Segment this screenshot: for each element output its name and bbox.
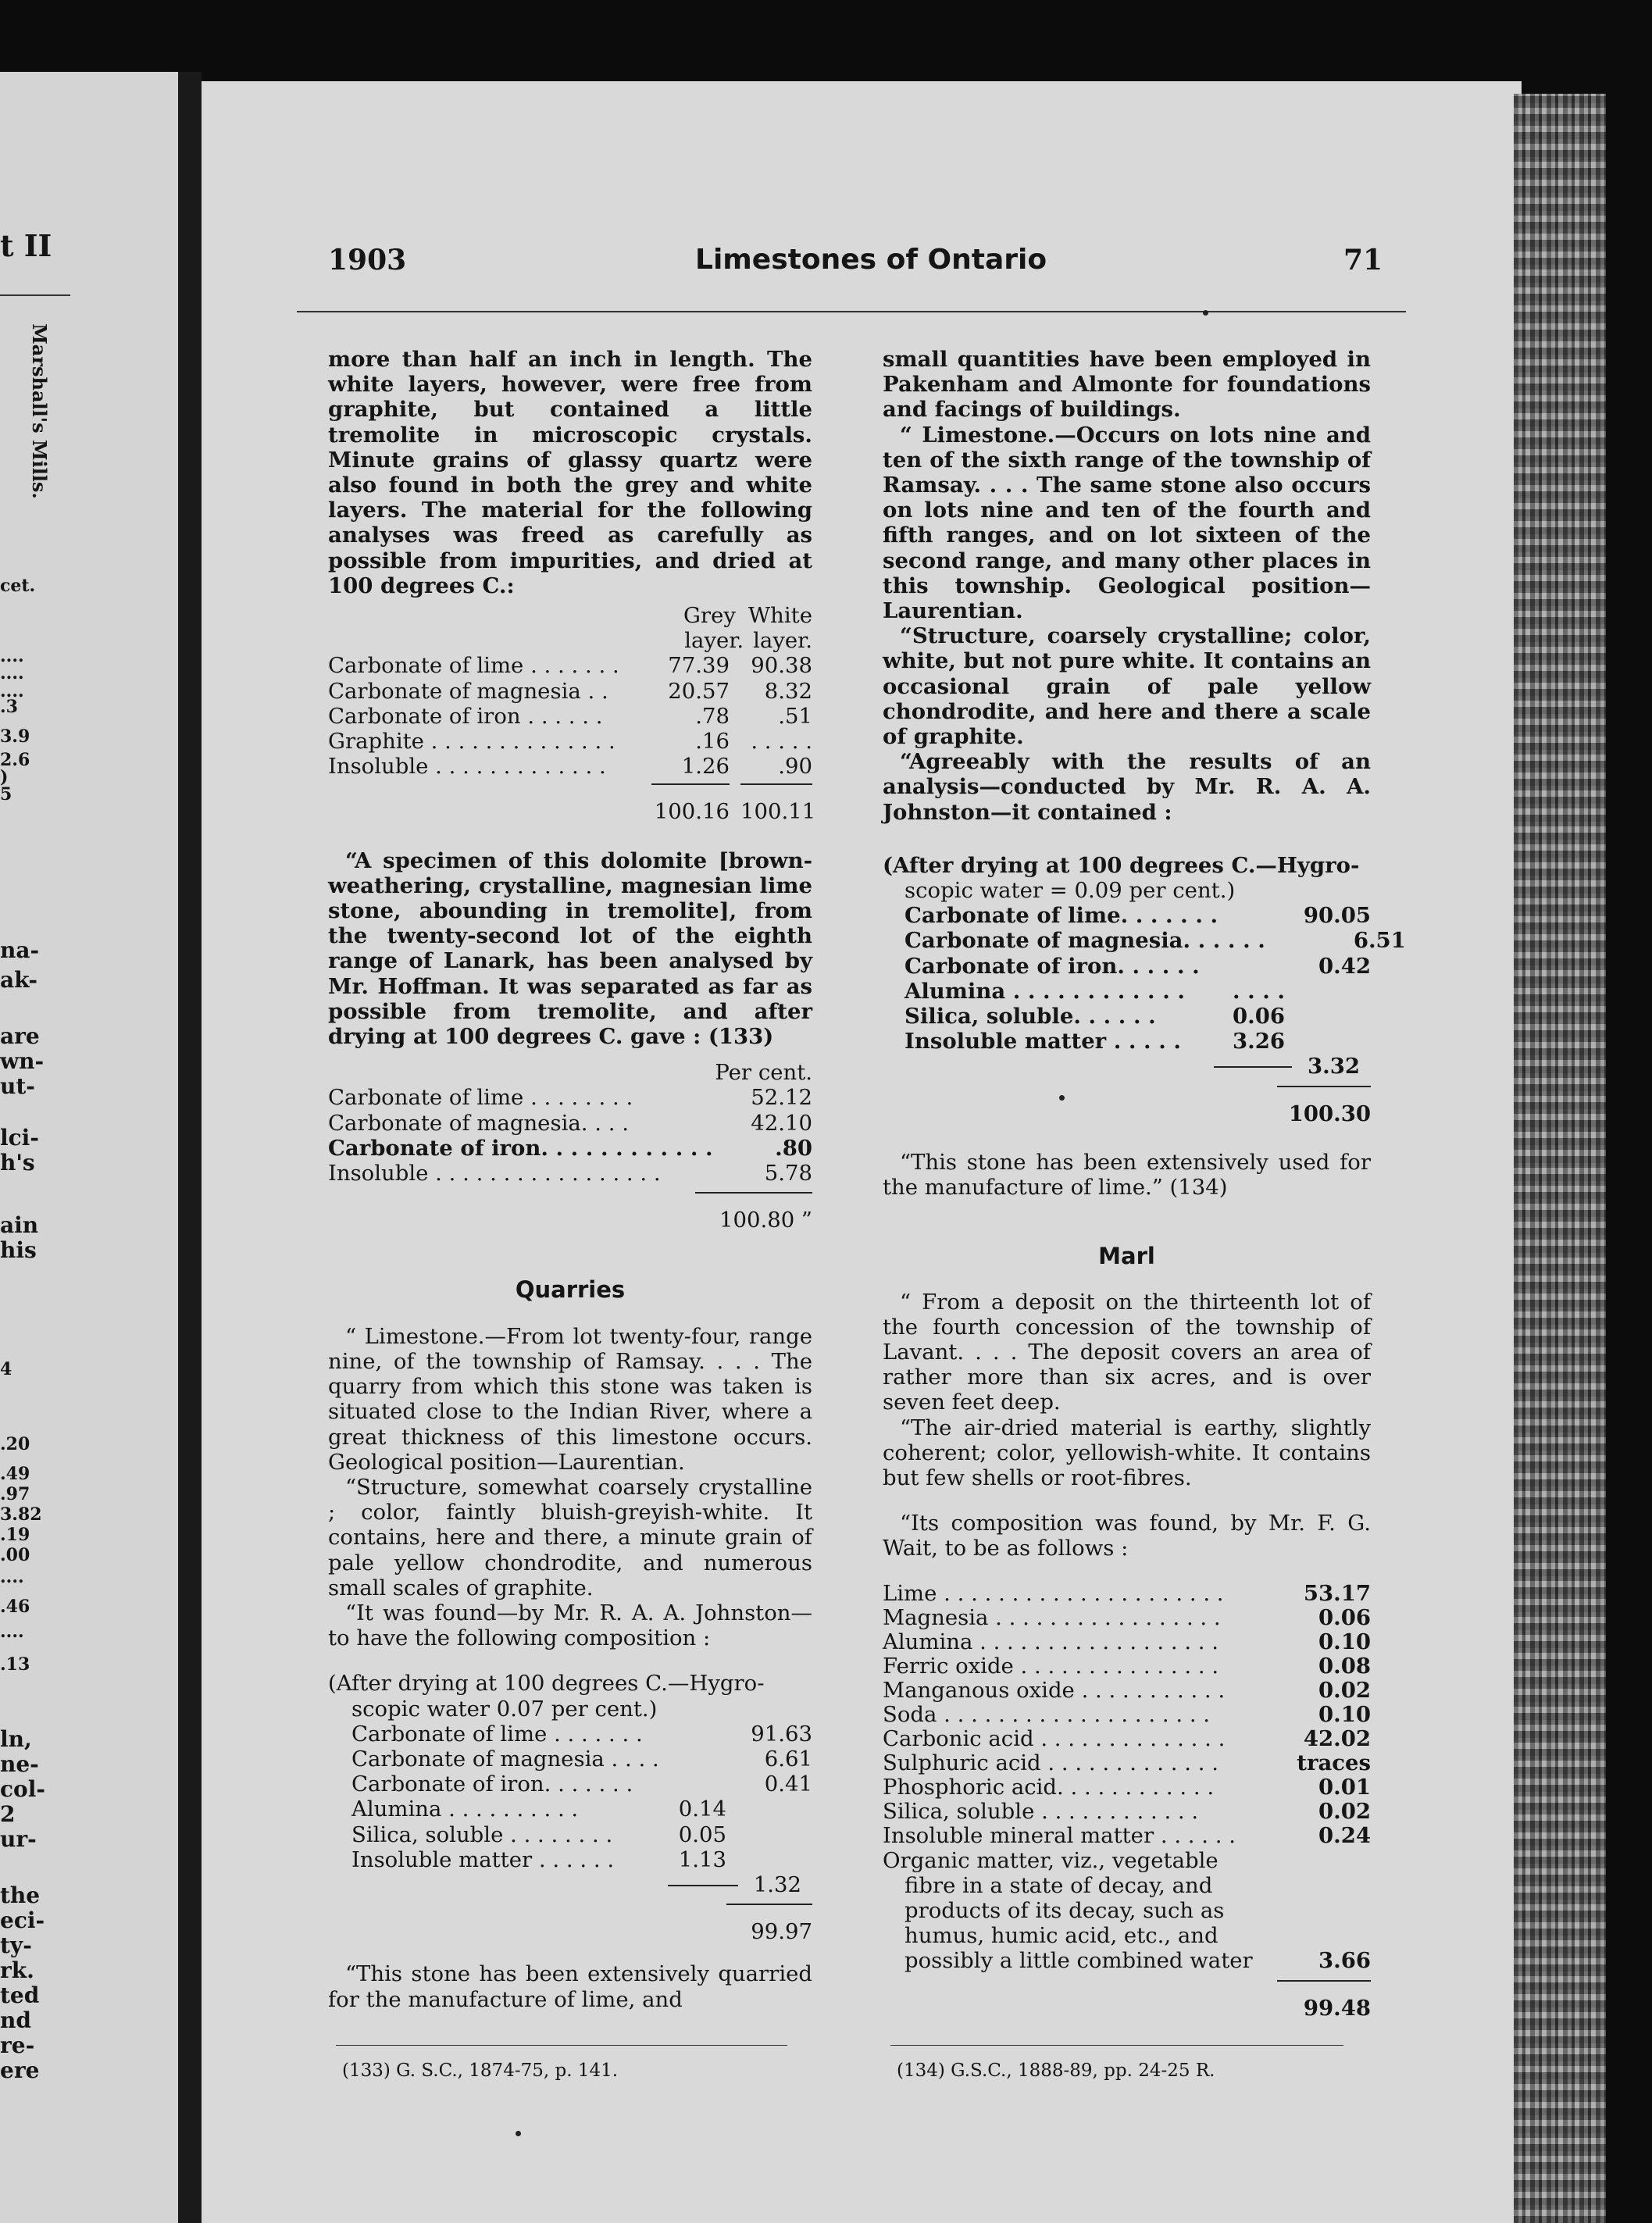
paragraph: small quantities have been employed in Pakenham and Almonte for foundations and facings of buildings.	[883, 347, 1371, 423]
row-value	[1285, 1004, 1371, 1029]
inner-value	[672, 1722, 726, 1747]
row-label: Carbonate of iron. . . . . . .	[351, 1772, 633, 1797]
facing-line: 3.82	[0, 1504, 42, 1525]
section-heading-marl: Marl	[1098, 1243, 1155, 1270]
facing-line: col-	[0, 1776, 45, 1802]
paragraph: “A specimen of this dolomite [brown-weathering, crystalline, magnesian lime stone, abounding in tremolite], from the twenty-second lot of the eighth range of Lanark, has been analysed by Mr. Hoffman. It was separated as far as possible from tremolite, and after drying at 100 degrees C. gave : (133)	[328, 847, 812, 1050]
facing-line: ....	[0, 681, 24, 701]
table-row	[883, 1630, 1371, 1654]
table-row	[883, 1606, 1371, 1630]
table-row	[883, 1582, 1371, 1606]
row-label: Carbonate of lime . . . . . . . .	[328, 1085, 633, 1111]
facing-line: ln,	[0, 1726, 32, 1752]
facing-line: ere	[0, 2057, 40, 2083]
row-value	[726, 1822, 812, 1847]
left-column	[328, 347, 816, 2012]
organic-line: possibly a little combined water	[904, 1948, 1253, 1974]
table-row	[904, 1004, 1371, 1029]
row-value: 0.06	[1318, 1604, 1371, 1630]
row-values	[672, 1797, 812, 1822]
table-subtotal-row	[328, 1872, 812, 1897]
facing-line: h's	[0, 1150, 35, 1176]
row-value: 6.61	[764, 1746, 812, 1772]
facing-line: 2	[0, 1801, 16, 1827]
table-row	[328, 679, 812, 704]
facing-line: .00	[0, 1545, 30, 1565]
white-value: . . . . .	[751, 729, 812, 755]
white-value: 8.32	[764, 678, 812, 704]
facing-line: .19	[0, 1525, 30, 1545]
facing-line: ....	[0, 1622, 24, 1642]
row-label: Ferric oxide . . . . . . . . . . . . . . .	[883, 1653, 1219, 1679]
table-intro: (After drying at 100 degrees C.—Hygro-	[883, 852, 1360, 878]
row-values	[1230, 954, 1371, 979]
page-number: 71	[1343, 244, 1383, 277]
total-value: 99.48	[1277, 1980, 1371, 2021]
inner-value: 0.14	[678, 1797, 726, 1822]
row-values	[672, 1747, 812, 1772]
row-value: 6.51	[1353, 928, 1406, 954]
row-values	[1230, 1029, 1371, 1054]
grey-value: 20.57	[668, 678, 730, 704]
footnote-133: (133) G. S.C., 1874-75, p. 141.	[342, 2061, 619, 2081]
paragraph: “ Limestone.—From lot twenty-four, range nine, of the township of Ramsay. . . . The quarry from which this stone was taken is situated close to the Indian River, where a great thickness of this limestone occurs. Geological position—Laurentian.	[328, 1323, 812, 1475]
facing-line: .97	[0, 1484, 30, 1504]
subtotal-rule	[1214, 1066, 1292, 1068]
row-label: Carbonic acid . . . . . . . . . . . . . .	[883, 1725, 1226, 1751]
facing-line: 4	[0, 1359, 12, 1379]
row-label: Insoluble . . . . . . . . . . . . .	[328, 754, 606, 780]
inner-value	[1230, 954, 1285, 979]
row-label: Lime . . . . . . . . . . . . . . . . . . . . .	[883, 1580, 1224, 1606]
row-values	[672, 1722, 812, 1747]
row-label: Insoluble matter . . . . .	[904, 1029, 1181, 1054]
organic-line: Organic matter, viz., vegetable	[883, 1847, 1218, 1873]
row-value: traces	[1297, 1750, 1371, 1775]
row-label: Silica, soluble . . . . . . . .	[351, 1822, 613, 1847]
grey-value: 1.26	[681, 754, 730, 780]
table-row	[328, 704, 812, 729]
row-value: 91.63	[751, 1721, 812, 1747]
print-speck	[1059, 1095, 1065, 1101]
table-total-row	[883, 1086, 1371, 1126]
grey-value: 77.39	[668, 653, 730, 679]
row-value: .80	[775, 1135, 812, 1161]
row-value: 0.01	[1318, 1774, 1371, 1800]
inner-value: 0.05	[678, 1822, 726, 1847]
row-values	[672, 1822, 812, 1847]
table-row	[904, 903, 1371, 928]
facing-line: .20	[0, 1434, 30, 1454]
row-value: 0.02	[1318, 1798, 1371, 1824]
column-head: layer.	[684, 628, 744, 654]
inner-value: 0.06	[1233, 1004, 1285, 1029]
table-row	[883, 1654, 1371, 1679]
table-row	[351, 1797, 812, 1822]
row-value	[726, 1847, 812, 1872]
row-values	[651, 679, 812, 704]
row-label: Carbonate of iron . . . . . .	[328, 703, 603, 729]
paragraph: “This stone has been extensively quarried for the manufacture of lime, and	[328, 1961, 812, 2012]
row-value	[1285, 1029, 1371, 1054]
row-value: 0.10	[1318, 1629, 1371, 1654]
row-value: 42.02	[1303, 1725, 1371, 1751]
total-value: 100.30	[1277, 1086, 1371, 1126]
row-values	[1230, 1004, 1371, 1029]
row-value	[1285, 979, 1371, 1004]
paragraph: “ Limestone.—Occurs on lots nine and ten of the sixth range of the township of Ramsay. . . . The same stone also occurs on lots nine and ten of the fourth and fifth ranges, and on lot sixteen of the second range, and many other places in this township. Geological position—Laurentian.	[883, 422, 1371, 624]
facing-line: rk.	[0, 1957, 34, 1983]
print-speck	[1203, 310, 1208, 316]
facing-line: ur-	[0, 1826, 37, 1852]
row-label: Carbonate of iron. . . . . .	[904, 953, 1200, 979]
row-label: Insoluble matter . . . . . .	[351, 1847, 615, 1872]
table-row	[883, 1751, 1371, 1775]
row-label: Carbonate of magnesia . .	[328, 678, 608, 704]
inner-value	[1265, 928, 1320, 953]
white-value: 90.38	[751, 653, 812, 679]
table-intro: (After drying at 100 degrees C.—Hygro-	[328, 1671, 765, 1697]
table-row	[351, 1847, 812, 1872]
row-label: Carbonate of magnesia . . . .	[351, 1746, 659, 1772]
paragraph: “The air-dried material is earthy, slightly coherent; color, yellowish-white. It contains but few shells or root-fibres.	[883, 1415, 1371, 1490]
row-label: Magnesia . . . . . . . . . . . . . . . . .	[883, 1604, 1221, 1630]
organic-value: 3.66	[1318, 1948, 1371, 1974]
facing-line: .46	[0, 1597, 30, 1617]
header-year: 1903	[328, 244, 407, 277]
row-value: 52.12	[751, 1085, 812, 1111]
book-gutter	[178, 72, 202, 2223]
grey-value: .78	[695, 703, 730, 729]
facing-line: ....	[0, 646, 24, 666]
row-label: Insoluble mineral matter . . . . . .	[883, 1822, 1236, 1848]
facing-header: t II	[0, 228, 52, 263]
row-value: 0.02	[1318, 1677, 1371, 1703]
row-values	[651, 653, 812, 678]
facing-line: eci-	[0, 1907, 45, 1933]
column-head: layer.	[753, 628, 812, 654]
table-row	[351, 1822, 812, 1847]
row-label: Soda . . . . . . . . . . . . . . . . . . . .	[883, 1701, 1211, 1727]
facing-line: nd	[0, 2007, 31, 2033]
row-label: Carbonate of lime . . . . . . .	[328, 653, 619, 679]
facing-line: ain	[0, 1212, 39, 1238]
column-head: Per cent.	[715, 1060, 812, 1086]
table-total-row	[883, 1980, 1371, 2021]
table-row	[328, 754, 812, 779]
table-header	[328, 603, 812, 628]
facing-line: 2.6	[0, 750, 30, 770]
footnote-rule	[890, 2045, 1343, 2046]
header-title: Limestones of Ontario	[695, 244, 1047, 276]
facing-line: na-	[0, 937, 40, 963]
row-values	[651, 704, 812, 729]
row-values	[672, 1847, 812, 1872]
right-column	[883, 347, 1406, 2021]
table-intro: scopic water 0.07 per cent.)	[351, 1696, 658, 1722]
subtotal-value: 3.32	[1308, 1054, 1360, 1079]
table-row	[883, 1703, 1371, 1727]
facing-line: 5	[0, 784, 12, 805]
column-head: Grey	[683, 603, 736, 629]
organic-line: humus, humic acid, etc., and	[904, 1923, 1218, 1949]
analysis-table-5	[883, 1582, 1371, 1848]
row-label: Manganous oxide . . . . . . . . . . .	[883, 1677, 1226, 1703]
facing-line: ne-	[0, 1751, 39, 1777]
row-label: Graphite . . . . . . . . . . . . . .	[328, 729, 615, 755]
table-row	[328, 1111, 812, 1136]
facing-running-title: Marshall's Mills.	[27, 323, 51, 499]
facing-line: ty-	[0, 1932, 32, 1958]
row-values	[672, 1772, 812, 1797]
row-label: Phosphoric acid. . . . . . . . . . . .	[883, 1774, 1215, 1800]
grey-value: .16	[695, 729, 730, 755]
facing-line: .49	[0, 1464, 30, 1484]
header-rule	[297, 311, 1406, 312]
table-row	[351, 1722, 812, 1747]
paragraph: “ From a deposit on the thirteenth lot of the fourth concession of the township of Lavant. . . . The deposit covers an area of rather more than six acres, and is over seven feet deep.	[883, 1289, 1371, 1415]
table-header	[328, 628, 812, 653]
table-row	[351, 1772, 812, 1797]
row-value: 5.78	[764, 1161, 812, 1186]
table-row	[328, 1161, 812, 1186]
row-label: Insoluble . . . . . . . . . . . . . . . . .	[328, 1161, 661, 1186]
row-label: Alumina . . . . . . . . . . . .	[904, 978, 1185, 1004]
table-row	[904, 979, 1371, 1004]
column-head: White	[748, 603, 812, 629]
facing-line: ....	[0, 663, 24, 683]
inner-value: 3.26	[1233, 1029, 1285, 1054]
table-header	[328, 1060, 812, 1085]
table-subtotal-row	[883, 1054, 1371, 1079]
row-label: Carbonate of lime . . . . . . .	[351, 1721, 643, 1747]
table-row	[883, 1727, 1371, 1751]
paragraph: “It was found—by Mr. R. A. A. Johnston—to have the following composition :	[328, 1600, 812, 1651]
facing-line: .3	[0, 697, 18, 717]
table-row	[328, 729, 812, 754]
inner-value: . . . .	[1232, 978, 1285, 1004]
facing-line: ut-	[0, 1073, 35, 1099]
facing-line: ted	[0, 1982, 40, 2008]
row-values	[1230, 903, 1371, 928]
facing-line: wn-	[0, 1048, 45, 1074]
row-label: Silica, soluble . . . . . . . . . . . .	[883, 1798, 1199, 1824]
print-speck	[516, 2131, 521, 2136]
inner-value	[672, 1772, 726, 1797]
paragraph: “Structure, somewhat coarsely crystalline ; color, faintly bluish-greyish-white. It contains, here and there, a minute grain of pale yellow chondrodite, and numerous small scales of graphite.	[328, 1474, 812, 1600]
facing-line: .13	[0, 1654, 30, 1675]
table-row	[883, 1775, 1371, 1800]
table-intro: scopic water = 0.09 per cent.)	[904, 878, 1236, 904]
facing-line: are	[0, 1023, 40, 1049]
white-value: .90	[778, 754, 812, 780]
table-row	[883, 1679, 1371, 1703]
table-total-row	[328, 783, 816, 825]
facing-line: )	[0, 767, 9, 787]
organic-line: products of its decay, such as	[904, 1897, 1225, 1923]
row-values	[651, 729, 812, 754]
paragraph: “This stone has been extensively used for the manufacture of lime.” (134)	[883, 1149, 1371, 1201]
inner-value	[672, 1747, 726, 1772]
facing-line: 3.9	[0, 726, 30, 747]
row-label: Carbonate of magnesia. . . .	[328, 1110, 629, 1136]
table-row	[328, 1085, 812, 1110]
analysis-table-2	[328, 1085, 812, 1186]
footnote-rule	[336, 2045, 787, 2046]
table-row	[328, 653, 812, 678]
table-row	[904, 928, 1406, 954]
section-heading-quarries: Quarries	[515, 1276, 626, 1303]
row-value: 53.17	[1303, 1580, 1371, 1606]
facing-page	[0, 72, 178, 2223]
facing-line: ....	[0, 1567, 24, 1587]
total-value: 99.97	[726, 1904, 812, 1944]
total-value: 100.80 ”	[695, 1192, 812, 1233]
inner-value	[1230, 903, 1285, 928]
facing-line: cet.	[0, 576, 36, 596]
table-row	[883, 1824, 1371, 1848]
subtotal-value: 1.32	[753, 1872, 801, 1897]
page-edge-texture	[1514, 94, 1606, 2223]
row-values	[1265, 928, 1406, 953]
total-grey: 100.16	[651, 783, 730, 824]
total-white: 100.11	[740, 783, 812, 824]
white-value: .51	[778, 703, 812, 729]
facing-rule	[0, 294, 70, 296]
table-total-row	[328, 1192, 812, 1233]
organic-line: fibre in a state of decay, and	[904, 1872, 1213, 1898]
paragraph: “Its composition was found, by Mr. F. G. Wait, to be as follows :	[883, 1511, 1371, 1561]
row-value: 0.42	[1318, 953, 1371, 979]
row-label: Carbonate of lime. . . . . . .	[904, 903, 1218, 929]
row-value	[726, 1797, 812, 1822]
analysis-table-3	[328, 1722, 812, 1872]
table-row	[883, 1800, 1371, 1824]
analysis-table-4	[883, 903, 1406, 1054]
row-values	[651, 754, 812, 779]
paragraph: “Structure, coarsely crystalline; color, white, but not pure white. It contains an occasional grain of pale yellow chondrodite, and here and there a scale of graphite.	[883, 623, 1371, 750]
analysis-table-1	[328, 653, 812, 779]
organic-row	[883, 1848, 1371, 1974]
facing-line: lci-	[0, 1125, 39, 1151]
row-label: Alumina . . . . . . . . . . . . . . . . . .	[883, 1629, 1219, 1654]
row-label: Carbonate of magnesia. . . . . .	[904, 928, 1265, 954]
facing-line: his	[0, 1237, 37, 1263]
row-value: 0.10	[1318, 1701, 1371, 1727]
row-value: 90.05	[1303, 903, 1371, 929]
table-total-row	[328, 1904, 812, 1944]
subtotal-rule	[668, 1885, 738, 1886]
paragraph: more than half an inch in length. The white layers, however, were free from graphite, but contained a little tremolite in microscopic crystals. Minute grains of glassy quartz were also found in both the grey and white layers. The material for the following analyses was freed as carefully as possible from impurities, and dried at 100 degrees C.:	[328, 347, 812, 598]
row-label: Silica, soluble. . . . . .	[904, 1004, 1156, 1029]
facing-line: re-	[0, 2032, 35, 2058]
table-row	[351, 1747, 812, 1772]
facing-line: ak-	[0, 967, 38, 993]
footnote-134: (134) G.S.C., 1888-89, pp. 24-25 R.	[897, 2061, 1215, 2081]
row-value: 0.08	[1318, 1653, 1371, 1679]
inner-value: 1.13	[678, 1847, 726, 1872]
row-values	[1230, 979, 1371, 1004]
facing-line: the	[0, 1882, 41, 1908]
table-row	[328, 1136, 812, 1161]
table-row	[904, 1029, 1371, 1054]
row-value: 42.10	[751, 1110, 812, 1136]
table-row	[904, 954, 1371, 979]
paragraph: “Agreeably with the results of an analysis—conducted by Mr. R. A. A. Johnston—it contained :	[883, 749, 1371, 825]
row-label: Sulphuric acid . . . . . . . . . . . . .	[883, 1750, 1218, 1775]
row-label: Carbonate of iron. . . . . . . . . . . .	[328, 1135, 713, 1161]
row-value: 0.24	[1318, 1822, 1371, 1848]
row-value: 0.41	[764, 1772, 812, 1797]
row-label: Alumina . . . . . . . . . .	[351, 1797, 579, 1822]
